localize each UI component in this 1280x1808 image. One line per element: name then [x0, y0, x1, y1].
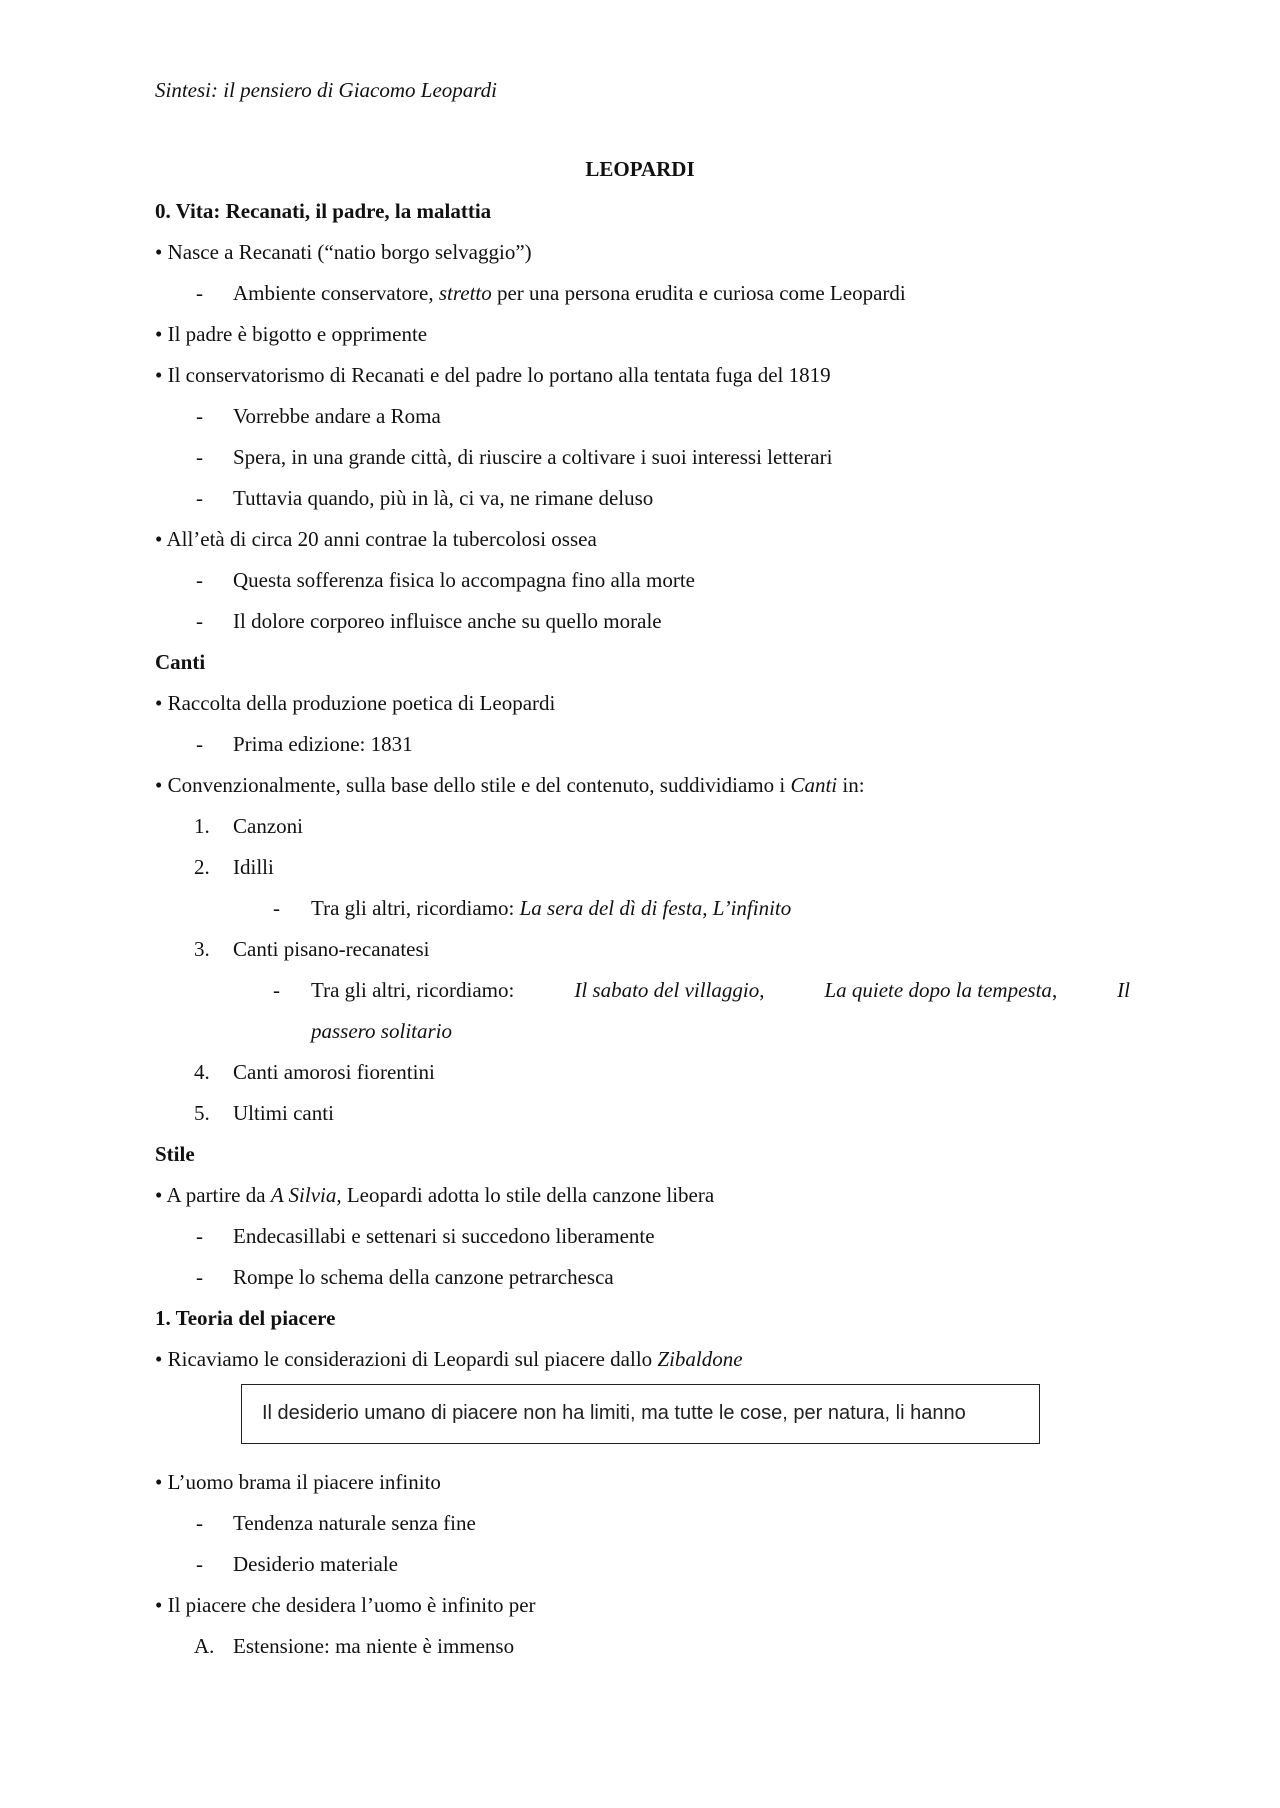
quote-box: Il desiderio umano di piacere non ha limiti, ma tutte le cose, per natura, li hanno [241, 1384, 1040, 1444]
dash-marker: - [196, 404, 203, 428]
page-title: LEOPARDI [585, 157, 695, 181]
bullet-item: • All’età di circa 20 anni contrae la tubercolosi ossea [155, 527, 597, 551]
list-number: 2. [194, 855, 210, 879]
dash-marker: - [196, 1511, 203, 1535]
dash-marker: - [196, 1224, 203, 1248]
sub-item: Tra gli altri, ricordiamo: Il sabato del villaggio, La quiete dopo la tempesta, Il [311, 978, 1130, 1002]
section-heading-piacere: 1. Teoria del piacere [155, 1306, 336, 1330]
sub-item: Prima edizione: 1831 [233, 732, 413, 756]
page-header: Sintesi: il pensiero di Giacomo Leopardi [155, 78, 497, 102]
bullet-item: • Il padre è bigotto e opprimente [155, 322, 428, 346]
section-heading-stile: Stile [155, 1142, 195, 1166]
list-number: 4. [194, 1060, 210, 1084]
sub-item: Rompe lo schema della canzone petrarchesca [233, 1265, 614, 1289]
list-number: 3. [194, 937, 210, 961]
sub-item: Il dolore corporeo influisce anche su quello morale [233, 609, 662, 633]
bullet-item: • Convenzionalmente, sulla base dello stile e del contenuto, suddividiamo i Canti in: [155, 773, 865, 797]
sub-item: Endecasillabi e settenari si succedono liberamente [233, 1224, 655, 1248]
section-heading-canti: Canti [155, 650, 206, 674]
section-heading-vita: 0. Vita: Recanati, il padre, la malattia [155, 199, 492, 223]
bullet-item: • Il conservatorismo di Recanati e del padre lo portano alla tentata fuga del 1819 [155, 363, 831, 387]
sub-item: Spera, in una grande città, di riuscire a coltivare i suoi interessi letterari [233, 445, 833, 469]
list-number: 1. [194, 814, 210, 838]
list-item: Estensione: ma niente è immenso [233, 1634, 515, 1658]
bullet-item: • Ricaviamo le considerazioni di Leopardi sul piacere dallo Zibaldone [155, 1347, 743, 1371]
sub-item: Tendenza naturale senza fine [233, 1511, 476, 1535]
bullet-item: • Raccolta della produzione poetica di Leopardi [155, 691, 556, 715]
dash-marker: - [196, 732, 203, 756]
dash-marker: - [196, 1265, 203, 1289]
dash-marker: - [196, 609, 203, 633]
dash-marker: - [196, 486, 203, 510]
bullet-item: • A partire da A Silvia, Leopardi adotta lo stile della canzone libera [155, 1183, 715, 1207]
list-number: 5. [194, 1101, 210, 1125]
sub-item: Tra gli altri, ricordiamo: La sera del dì di festa, L’infinito [311, 896, 792, 920]
sub-item: Questa sofferenza fisica lo accompagna fino alla morte [233, 568, 695, 592]
dash-marker: - [196, 1552, 203, 1576]
sub-item-continuation: passero solitario [311, 1019, 452, 1043]
list-item: Ultimi canti [233, 1101, 334, 1125]
dash-marker: - [273, 978, 280, 1002]
dash-marker: - [273, 896, 280, 920]
list-item: Canzoni [233, 814, 303, 838]
sub-item: Tuttavia quando, più in là, ci va, ne rimane deluso [233, 486, 654, 510]
list-item: Canti amorosi fiorentini [233, 1060, 435, 1084]
list-item: Idilli [233, 855, 274, 879]
list-letter: A. [194, 1634, 215, 1658]
sub-item: Vorrebbe andare a Roma [233, 404, 441, 428]
dash-marker: - [196, 281, 203, 305]
bullet-item: • Il piacere che desidera l’uomo è infinito per [155, 1593, 536, 1617]
bullet-item: • Nasce a Recanati (“natio borgo selvaggio”) [155, 240, 532, 264]
dash-marker: - [196, 445, 203, 469]
sub-item: Ambiente conservatore, stretto per una persona erudita e curiosa come Leopardi [233, 281, 906, 305]
dash-marker: - [196, 568, 203, 592]
list-item: Canti pisano-recanatesi [233, 937, 430, 961]
sub-item: Desiderio materiale [233, 1552, 399, 1576]
bullet-item: • L’uomo brama il piacere infinito [155, 1470, 441, 1494]
